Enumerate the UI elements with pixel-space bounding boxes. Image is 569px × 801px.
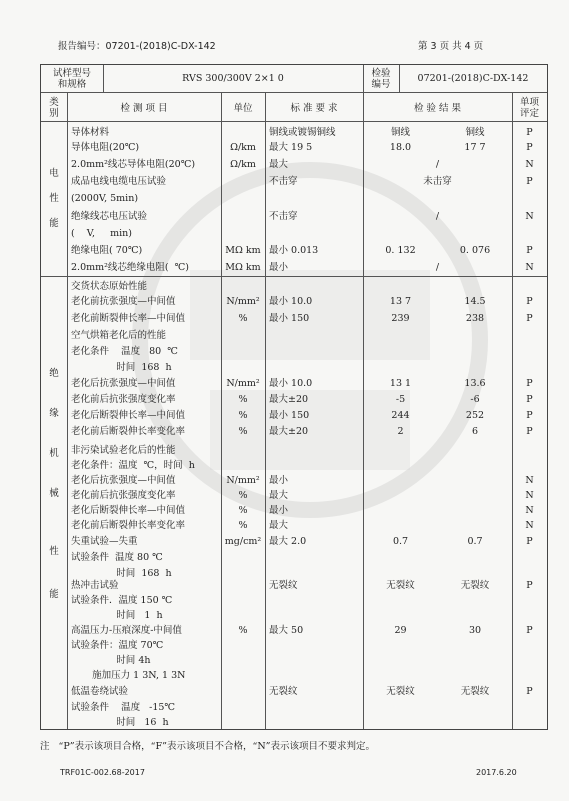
model-value: RVS 300/300V 2×1 0 (182, 73, 284, 84)
row-5-std: 不击穿 (269, 211, 298, 222)
row-2-item: 2.0mm²线芯导体电阻(20℃) (71, 159, 196, 170)
row-15-item: 老化后抗张强度—中间值 (71, 378, 176, 389)
row-16-j: P (526, 394, 533, 405)
row-31-unit: % (238, 625, 248, 636)
row-22-unit: % (238, 490, 248, 501)
category-electrical-2: 性 (49, 193, 59, 204)
row-7-r1: 0. 132 (385, 245, 416, 256)
row-2-std: 最大 (269, 159, 289, 170)
row-35-r2: 无裂纹 (460, 686, 490, 697)
row-35-std: 无裂纹 (269, 686, 298, 697)
row-23-item: 老化后断裂伸长率—中间值 (71, 505, 186, 516)
inspect-label-2: 编号 (371, 79, 391, 90)
row-22-item: 老化前后抗张强度变化率 (71, 490, 176, 501)
row-1-unit: Ω/km (230, 142, 256, 153)
row-17-j: P (526, 410, 533, 421)
row-10-r2: 14.5 (464, 296, 486, 307)
row-21-std: 最小 (269, 475, 289, 486)
row-0-std: 铜线或镀锡铜线 (269, 127, 336, 138)
inspect-label-1: 检验 (371, 68, 391, 79)
row-25-r2: 0.7 (467, 536, 483, 547)
row-18-r2: 6 (471, 426, 479, 437)
category-electrical-3: 能 (49, 218, 59, 229)
row-35-j: P (526, 686, 533, 697)
model-label-1: 试样型号 (52, 68, 91, 79)
row-24-std: 最大 (269, 520, 289, 531)
row-21-j: N (525, 475, 534, 486)
row-8-std: 最小 (269, 262, 289, 273)
row-8-rc: / (435, 262, 440, 273)
row-25-item: 失重试验—失重 (71, 536, 138, 547)
row-32-item: 试验条件：温度 70℃ (71, 640, 164, 651)
row-7-std: 最小 0.013 (269, 245, 319, 256)
row-28-r2: 无裂纹 (460, 580, 490, 591)
row-18-unit: % (238, 426, 248, 437)
category-insulation-4: 械 (49, 488, 59, 499)
category-insulation-6: 能 (49, 589, 59, 600)
row-28-j: P (526, 580, 533, 591)
row-15-j: P (526, 378, 533, 389)
row-24-item: 老化前后断裂伸长率变化率 (71, 520, 186, 531)
category-electrical-1: 电 (49, 168, 59, 179)
row-23-unit: % (238, 505, 248, 516)
row-24-unit: % (238, 520, 248, 531)
row-11-item: 老化前断裂伸长率—中间值 (71, 313, 186, 324)
row-17-std: 最小 150 (269, 410, 310, 421)
row-26-item: 试验条件 温度 80 ℃ (71, 552, 163, 563)
row-16-std: 最大±20 (269, 394, 309, 405)
col-unit: 单位 (233, 103, 253, 114)
col-category-2: 别 (49, 108, 59, 119)
row-35-item: 低温卷绕试验 (71, 686, 129, 697)
col-category-1: 类 (49, 97, 59, 108)
row-24-j: N (525, 520, 534, 531)
row-31-item: 高温压力-压痕深度-中间值 (71, 625, 182, 636)
row-31-j: P (526, 625, 533, 636)
row-25-std: 最大 2.0 (269, 536, 307, 547)
row-28-std: 无裂纹 (269, 580, 298, 591)
row-18-std: 最大±20 (269, 426, 309, 437)
row-8-unit: MΩ km (225, 262, 261, 273)
row-28-item: 热冲击试验 (71, 580, 119, 591)
row-31-r1: 29 (394, 625, 407, 636)
row-11-r1: 239 (391, 313, 410, 324)
row-6-item: ( V, min) (71, 228, 132, 239)
row-5-rc: / (435, 211, 440, 222)
category-insulation-3: 机 (49, 448, 59, 459)
row-15-r2: 13.6 (464, 378, 486, 389)
page-number: 第 3 页 共 4 页 (418, 41, 484, 52)
row-7-unit: MΩ km (225, 245, 261, 256)
row-10-j: P (526, 296, 533, 307)
row-25-unit: mg/cm² (224, 536, 262, 547)
row-23-std: 最小 (269, 505, 289, 516)
row-18-r1: 2 (397, 426, 404, 437)
row-19-item: 非污染试验老化后的性能 (71, 445, 176, 456)
row-5-item: 绝缘线芯电压试验 (71, 211, 148, 222)
row-7-item: 绝缘电阻( 70℃) (71, 245, 143, 256)
row-1-r1: 18.0 (389, 142, 412, 153)
row-4-item: (2000V, 5min) (71, 193, 139, 204)
row-1-j: P (526, 142, 533, 153)
inspect-value: 07201-(2018)C-DX-142 (417, 73, 529, 84)
report-date: 2017.6.20 (476, 768, 517, 777)
row-11-std: 最小 150 (269, 313, 310, 324)
form-number: TRF01C-002.68-2017 (60, 768, 145, 777)
row-16-item: 老化前后抗张强度变化率 (71, 394, 176, 405)
row-31-std: 最大 50 (269, 625, 304, 636)
row-3-std: 不击穿 (269, 176, 298, 187)
row-13-item: 老化条件 温度 80 ℃ (71, 346, 178, 357)
row-8-j: N (525, 262, 534, 273)
report-table (40, 64, 548, 730)
row-9-item: 交货状态原始性能 (71, 281, 148, 292)
row-11-j: P (526, 313, 533, 324)
category-insulation-5: 性 (49, 546, 59, 557)
row-18-j: P (526, 426, 533, 437)
row-25-j: P (526, 536, 533, 547)
row-3-item: 成品电线电缆电压试验 (71, 176, 167, 187)
model-label-2: 和规格 (57, 79, 87, 90)
row-15-r1: 13 1 (389, 378, 412, 389)
row-10-std: 最小 10.0 (269, 296, 313, 307)
row-18-item: 老化前后断裂伸长率变化率 (71, 426, 186, 437)
row-10-r1: 13 7 (389, 296, 412, 307)
col-result: 检 验 结 果 (413, 103, 462, 114)
row-22-std: 最大 (269, 490, 289, 501)
row-16-unit: % (238, 394, 248, 405)
row-16-r2: -6 (470, 394, 480, 405)
row-14-item: 时间 168 h (71, 362, 172, 373)
row-29-item: 试验条件．温度 150 ℃ (71, 595, 173, 606)
footnote: 注 “P”表示该项目合格，“F”表示该项目不合格，“N”表示该项目不要求判定。 (40, 741, 375, 752)
row-5-j: N (525, 211, 534, 222)
row-31-r2: 30 (468, 625, 482, 636)
row-3-rc: 未击穿 (423, 176, 452, 187)
report-number: 报告编号：07201-(2018)C-DX-142 (58, 41, 216, 52)
row-0-item: 导体材料 (71, 127, 110, 138)
row-11-unit: % (238, 313, 248, 324)
row-3-j: P (526, 176, 533, 187)
row-21-item: 老化后抗张强度—中间值 (71, 475, 176, 486)
col-judge-2: 评定 (519, 108, 539, 119)
row-1-item: 导体电阻(20℃) (71, 142, 140, 153)
row-10-unit: N/mm² (226, 296, 260, 307)
row-2-j: N (525, 159, 534, 170)
row-0-r2: 铜线 (465, 127, 485, 138)
row-2-unit: Ω/km (230, 159, 256, 170)
row-15-std: 最小 10.0 (269, 378, 313, 389)
row-17-r1: 244 (391, 410, 410, 421)
row-15-unit: N/mm² (226, 378, 260, 389)
row-16-r1: -5 (395, 394, 406, 405)
row-33-item: 时间 4h (71, 655, 151, 666)
col-standard: 标 准 要 求 (290, 103, 338, 114)
row-2-rc: / (435, 159, 440, 170)
row-1-r2: 17 7 (464, 142, 486, 153)
row-7-j: P (526, 245, 533, 256)
row-27-item: 时间 168 h (71, 568, 172, 579)
row-17-unit: % (238, 410, 248, 421)
col-item: 检 测 项 目 (120, 103, 168, 114)
row-28-r1: 无裂纹 (386, 580, 415, 591)
row-0-r1: 铜线 (390, 127, 410, 138)
row-37-item: 时间 16 h (71, 717, 169, 728)
row-22-j: N (525, 490, 534, 501)
row-30-item: 时间 1 h (71, 610, 163, 621)
category-insulation-2: 缘 (49, 408, 59, 419)
row-21-unit: N/mm² (226, 475, 260, 486)
row-23-j: N (525, 505, 534, 516)
row-20-item: 老化条件：温度 ℃，时间 h (71, 460, 195, 471)
row-25-r1: 0.7 (392, 536, 409, 547)
category-insulation-1: 绝 (49, 368, 59, 379)
row-7-r2: 0. 076 (459, 245, 491, 256)
row-34-item: 施加压力 1 3N, 1 3N (71, 670, 186, 681)
row-12-item: 空气烘箱老化后的性能 (71, 330, 167, 341)
row-8-item: 2.0mm²线芯绝缘电阻( ℃) (71, 262, 190, 273)
row-17-r2: 252 (465, 410, 485, 421)
row-1-std: 最大 19 5 (269, 142, 313, 153)
row-10-item: 老化前抗张强度—中间值 (71, 296, 176, 307)
row-36-item: 试验条件 温度 -15℃ (71, 702, 176, 713)
row-11-r2: 238 (465, 313, 485, 324)
row-0-j: P (526, 127, 533, 138)
row-35-r1: 无裂纹 (386, 686, 415, 697)
col-judge-1: 单项 (519, 97, 539, 108)
row-17-item: 老化后断裂伸长率—中间值 (71, 410, 186, 421)
